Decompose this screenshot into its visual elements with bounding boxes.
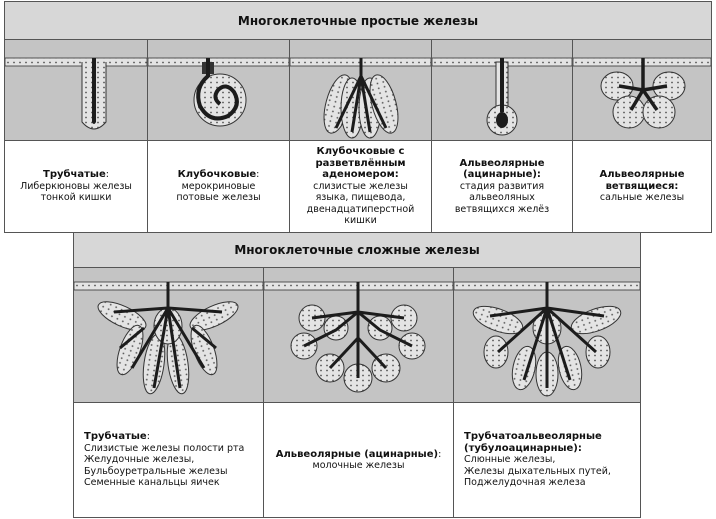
complex-tubuloalveolar-desc-1: Слюнные железы, (464, 454, 556, 466)
complex-alveolar-title: Альвеолярные (ацинарные) (275, 448, 439, 460)
complex-tubular-desc-2: Желудочные железы, (84, 454, 195, 466)
simple-alveolar-desc-1: стадия развития (459, 180, 545, 192)
complex-tubuloalveolar-title: Трубчатоальвеолярные (тубулоацинарные): (464, 431, 602, 454)
simple-coiled-gland-diagram (148, 40, 289, 140)
simple-alveolar-branched-desc-1: сальные железы (599, 192, 685, 204)
simple-coiled-branched-desc-1: слизистые железы (313, 180, 408, 192)
complex-glands-panel (73, 232, 641, 518)
simple-glands-panel (4, 1, 712, 233)
complex-tubuloalveolar-desc-2: Железы дыхательных путей, (464, 465, 611, 477)
complex-tubuloalveolar-cell (454, 268, 640, 517)
simple-alveolar-desc-3: ветвящихся желёз (454, 203, 550, 215)
simple-tubular-cell: Трубчатые: Либеркюновы железы тонкой кишки (5, 40, 147, 232)
simple-tubular-title: Трубчатые (43, 169, 106, 181)
simple-glands-header: Многоклеточные простые железы (5, 2, 711, 40)
complex-glands-header: Многоклеточные сложные железы (74, 233, 640, 268)
simple-alveolar-cell (432, 40, 572, 232)
simple-coiled-desc-2: потовые железы (176, 192, 261, 204)
simple-coiled-title: Клубочковые (177, 169, 257, 181)
complex-tubular-desc-3: Бульбоуретральные железы (84, 465, 228, 477)
complex-tubular-title: Трубчатые (84, 431, 147, 443)
simple-coiled-branched-gland-diagram (290, 40, 431, 140)
simple-tubular-gland-diagram (5, 40, 147, 140)
simple-coiled-cell: Клубочковые: мерокриновые потовые железы (148, 40, 289, 232)
complex-alveolar-cell: Альвеолярные (ацинарные): молочные железы (264, 268, 453, 517)
complex-tubuloalveolar-gland-diagram (454, 268, 640, 402)
complex-tubular-gland-diagram (74, 268, 263, 402)
simple-alveolar-title: Альвеолярные (ацинарные): (459, 157, 545, 181)
simple-alveolar-branched-cell (573, 40, 711, 232)
simple-coiled-branched-desc-2: языка, пищевода, (315, 192, 406, 204)
simple-coiled-branched-desc-3: двенадцатиперстной (306, 203, 415, 215)
simple-coiled-branched-desc-4: кишки (344, 215, 377, 227)
simple-alveolar-branched-gland-diagram (573, 40, 711, 140)
complex-tubular-cell: Трубчатые: Слизистые железы полости рта Желудочные железы, Бульбоуретральные железы Семенные канальцы яичек (74, 268, 263, 517)
complex-alveolar-desc-1: молочные железы (312, 460, 405, 471)
simple-tubular-desc-1: Либеркюновы железы (20, 180, 132, 192)
complex-tubuloalveolar-desc-3: Поджелудочная железа (464, 477, 586, 489)
simple-alveolar-gland-diagram (432, 40, 572, 140)
simple-alveolar-branched-title: Альвеолярные ветвящиеся: (599, 169, 685, 192)
complex-tubular-desc-4: Семенные канальцы яичек (84, 477, 220, 489)
complex-tubular-desc-1: Слизистые железы полости рта (84, 442, 245, 454)
simple-tubular-desc-2: тонкой кишки (40, 192, 112, 204)
complex-alveolar-gland-diagram (264, 268, 453, 402)
simple-coiled-branched-title: Клубочковые с разветвлённым аденомером: (315, 146, 406, 181)
simple-coiled-branched-cell (290, 40, 431, 232)
simple-alveolar-desc-2: альвеоляных (469, 192, 535, 204)
simple-coiled-desc-1: мерокриновые (181, 180, 256, 192)
